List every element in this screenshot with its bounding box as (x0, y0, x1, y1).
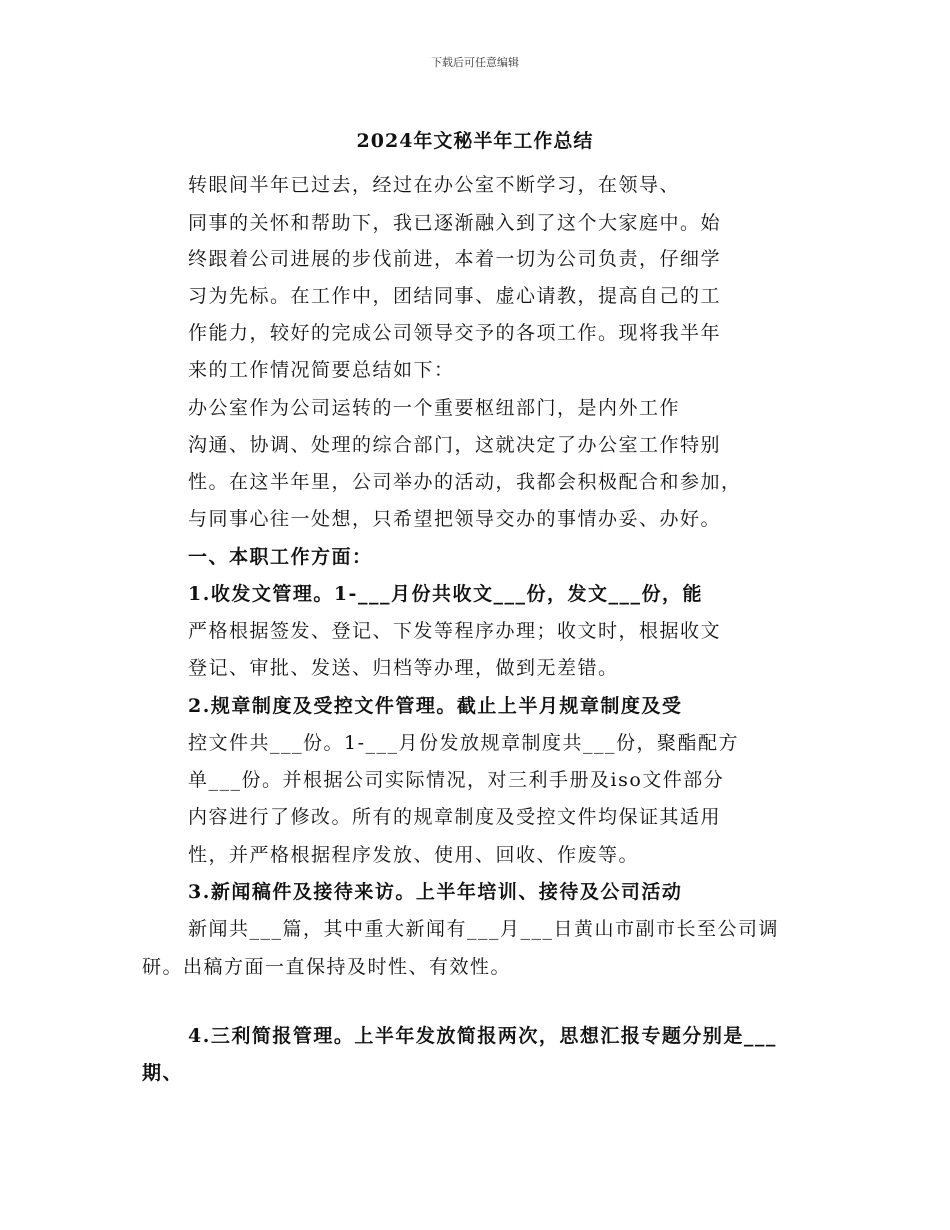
body-line: 同事的关怀和帮助下，我已逐渐融入到了这个大家庭中。始 (188, 212, 722, 234)
item-heading: 2.规章制度及受控文件管理。截止上半月规章制度及受 (188, 695, 683, 717)
section-heading: 一、本职工作方面： (188, 546, 373, 568)
body-line: 新闻共___篇，其中重大新闻有___月___日黄山市副市长至公司调 (188, 918, 780, 940)
body-line: 性，并严格根据程序发放、使用、回收、作废等。 (188, 844, 640, 866)
body-line: 终跟着公司进展的步伐前进，本着一切为公司负责，仔细学 (188, 248, 722, 270)
body-line: 期、 (142, 1062, 184, 1084)
body-line: 作能力，较好的完成公司领导交予的各项工作。现将我半年 (188, 322, 722, 344)
body-line: 沟通、协调、处理的综合部门，这就决定了办公室工作特别 (188, 434, 722, 456)
body-line: 办公室作为公司运转的一个重要枢纽部门，是内外工作 (188, 397, 681, 419)
document-title: 2024年文秘半年工作总结 (356, 130, 594, 152)
body-line: 性。在这半年里，公司举办的活动，我都会积极配合和参加， (188, 471, 742, 493)
page-header: 下载后可任意编辑 (431, 56, 519, 69)
body-line: 习为先标。在工作中，团结同事、虚心请教，提高自己的工 (188, 285, 722, 307)
body-line: 内容进行了修改。所有的规章制度及受控文件均保证其适用 (188, 806, 722, 828)
body-line: 来的工作情况简要总结如下： (188, 359, 455, 381)
item-heading: 3.新闻稿件及接待来访。上半年培训、接待及公司活动 (188, 881, 683, 903)
item-heading: 4.三利简报管理。上半年发放简报两次，思想汇报专题分别是___ (188, 1025, 777, 1047)
body-line: 控文件共___份。1-___月份发放规章制度共___份，聚酯配方 (188, 732, 740, 754)
body-line: 登记、审批、发送、归档等办理，做到无差错。 (188, 657, 619, 679)
body-line: 与同事心往一处想，只希望把领导交办的事情办妥、办好。 (188, 508, 722, 530)
body-line: 单___份。并根据公司实际情况，对三利手册及iso文件部分 (188, 769, 725, 791)
body-line: 研。出稿方面一直保持及时性、有效性。 (142, 956, 512, 978)
body-line: 严格根据签发、登记、下发等程序办理；收文时，根据收文 (188, 620, 722, 642)
body-line: 转眼间半年已过去，经过在办公室不断学习，在领导、 (188, 174, 681, 196)
item-heading: 1.收发文管理。1-___月份共收文___份，发文___份，能 (188, 583, 703, 605)
